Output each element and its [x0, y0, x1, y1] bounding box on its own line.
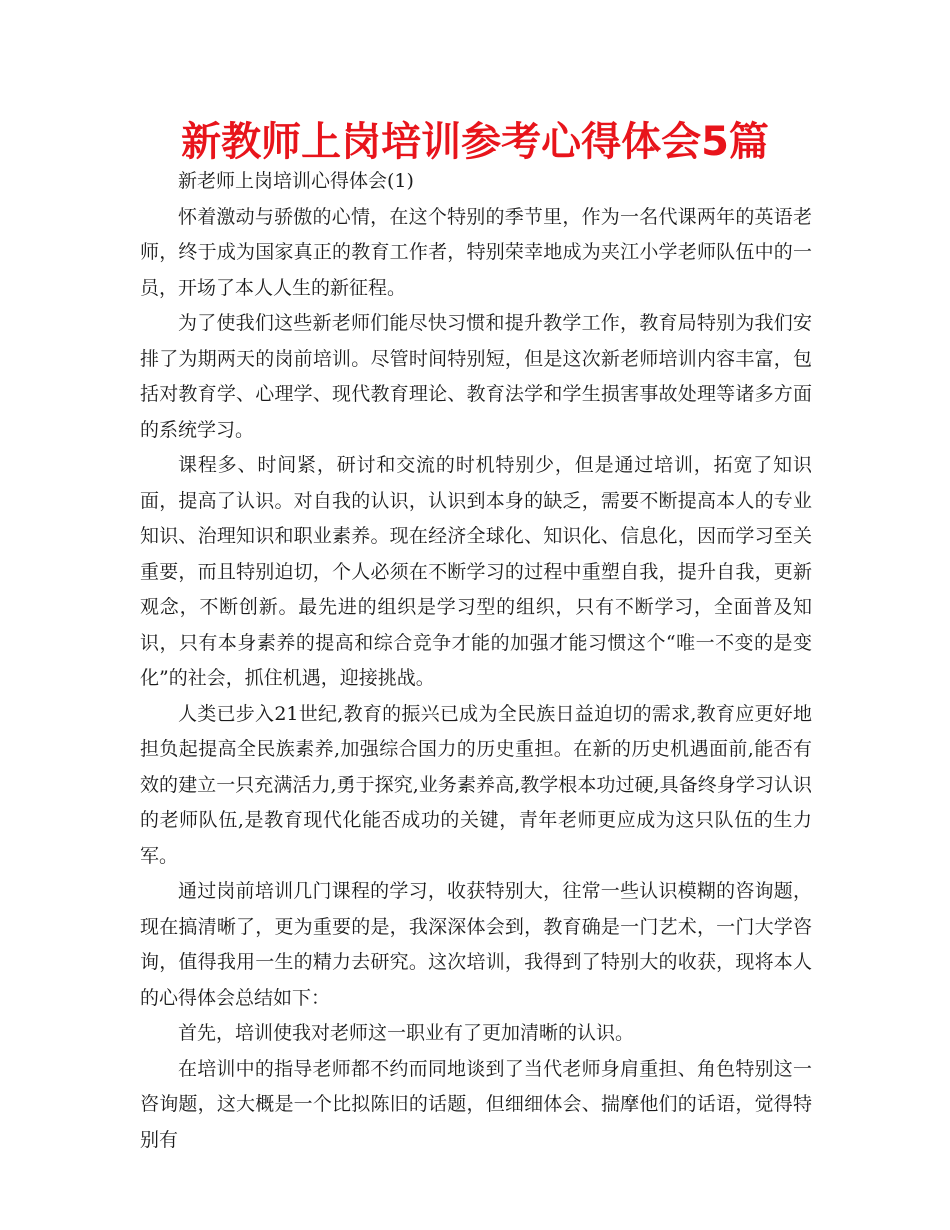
- document-title: 新教师上岗培训参考心得体会5篇: [181, 119, 769, 165]
- body-paragraph: 为了使我们这些新老师们能尽快习惯和提升教学工作，教育局特别为我们安排了为期两天的岗前培训。尽管时间特别短，但是这次新老师培训内容丰富，包括对教育学、心理学、现代教育理论、教育法学和学生损害事故处理等诸多方面的系统学习。: [140, 312, 812, 441]
- subtitle-paragraph: 新老师上岗培训心得体会(1): [178, 170, 414, 192]
- body-paragraph: 人类已步入21世纪,教育的振兴已成为全民族日益迫切的需求,教育应更好地担负起提高全民族素养,加强综合国力的历史重担。在新的历史机遇面前,能否有效的建立一只充满活力,勇于探究,业务素养高,教学根本功过硬,具备终身学习认识的老师队伍,是教育现代化能否成功的关键，青年老师更应成为这只队伍的生力军。: [140, 702, 812, 867]
- body-paragraph: 怀着激动与骄傲的心情，在这个特别的季节里，作为一名代课两年的英语老师，终于成为国家真正的教育工作者，特别荣幸地成为夹江小学老师队伍中的一员，开场了本人人生的新征程。: [140, 205, 812, 299]
- body-paragraph: 首先，培训使我对老师这一职业有了更加清晰的认识。: [178, 1022, 635, 1044]
- body-paragraph: 在培训中的指导老师都不约而同地谈到了当代老师身肩重担、角色特别这一咨询题，这大概是一个比拟陈旧的话题，但细细体会、揣摩他们的话语，觉得特别有: [140, 1057, 812, 1151]
- body-paragraph: 课程多、时间紧，研讨和交流的时机特别少，但是通过培训，拓宽了知识面，提高了认识。对自我的认识，认识到本身的缺乏，需要不断提高本人的专业知识、治理知识和职业素养。现在经济全球化、知识化、信息化，因而学习至关重要，而且特别迫切，个人必须在不断学习的过程中重塑自我，提升自我，更新观念，不断创新。最先进的组织是学习型的组织，只有不断学习，全面普及知识，只有本身素养的提高和综合竞争才能的加强才能习惯这个“唯一不变的是变化”的社会，抓住机遇，迎接挑战。: [140, 454, 812, 689]
- document-body: [140, 164, 812, 1158]
- body-paragraph: 通过岗前培训几门课程的学习，收获特别大，往常一些认识模糊的咨询题，现在搞清晰了，更为重要的是，我深深体会到，教育确是一门艺术，一门大学咨询，值得我用一生的精力去研究。这次培训，我得到了特别大的收获，现将本人的心得体会总结如下：: [140, 880, 812, 1009]
